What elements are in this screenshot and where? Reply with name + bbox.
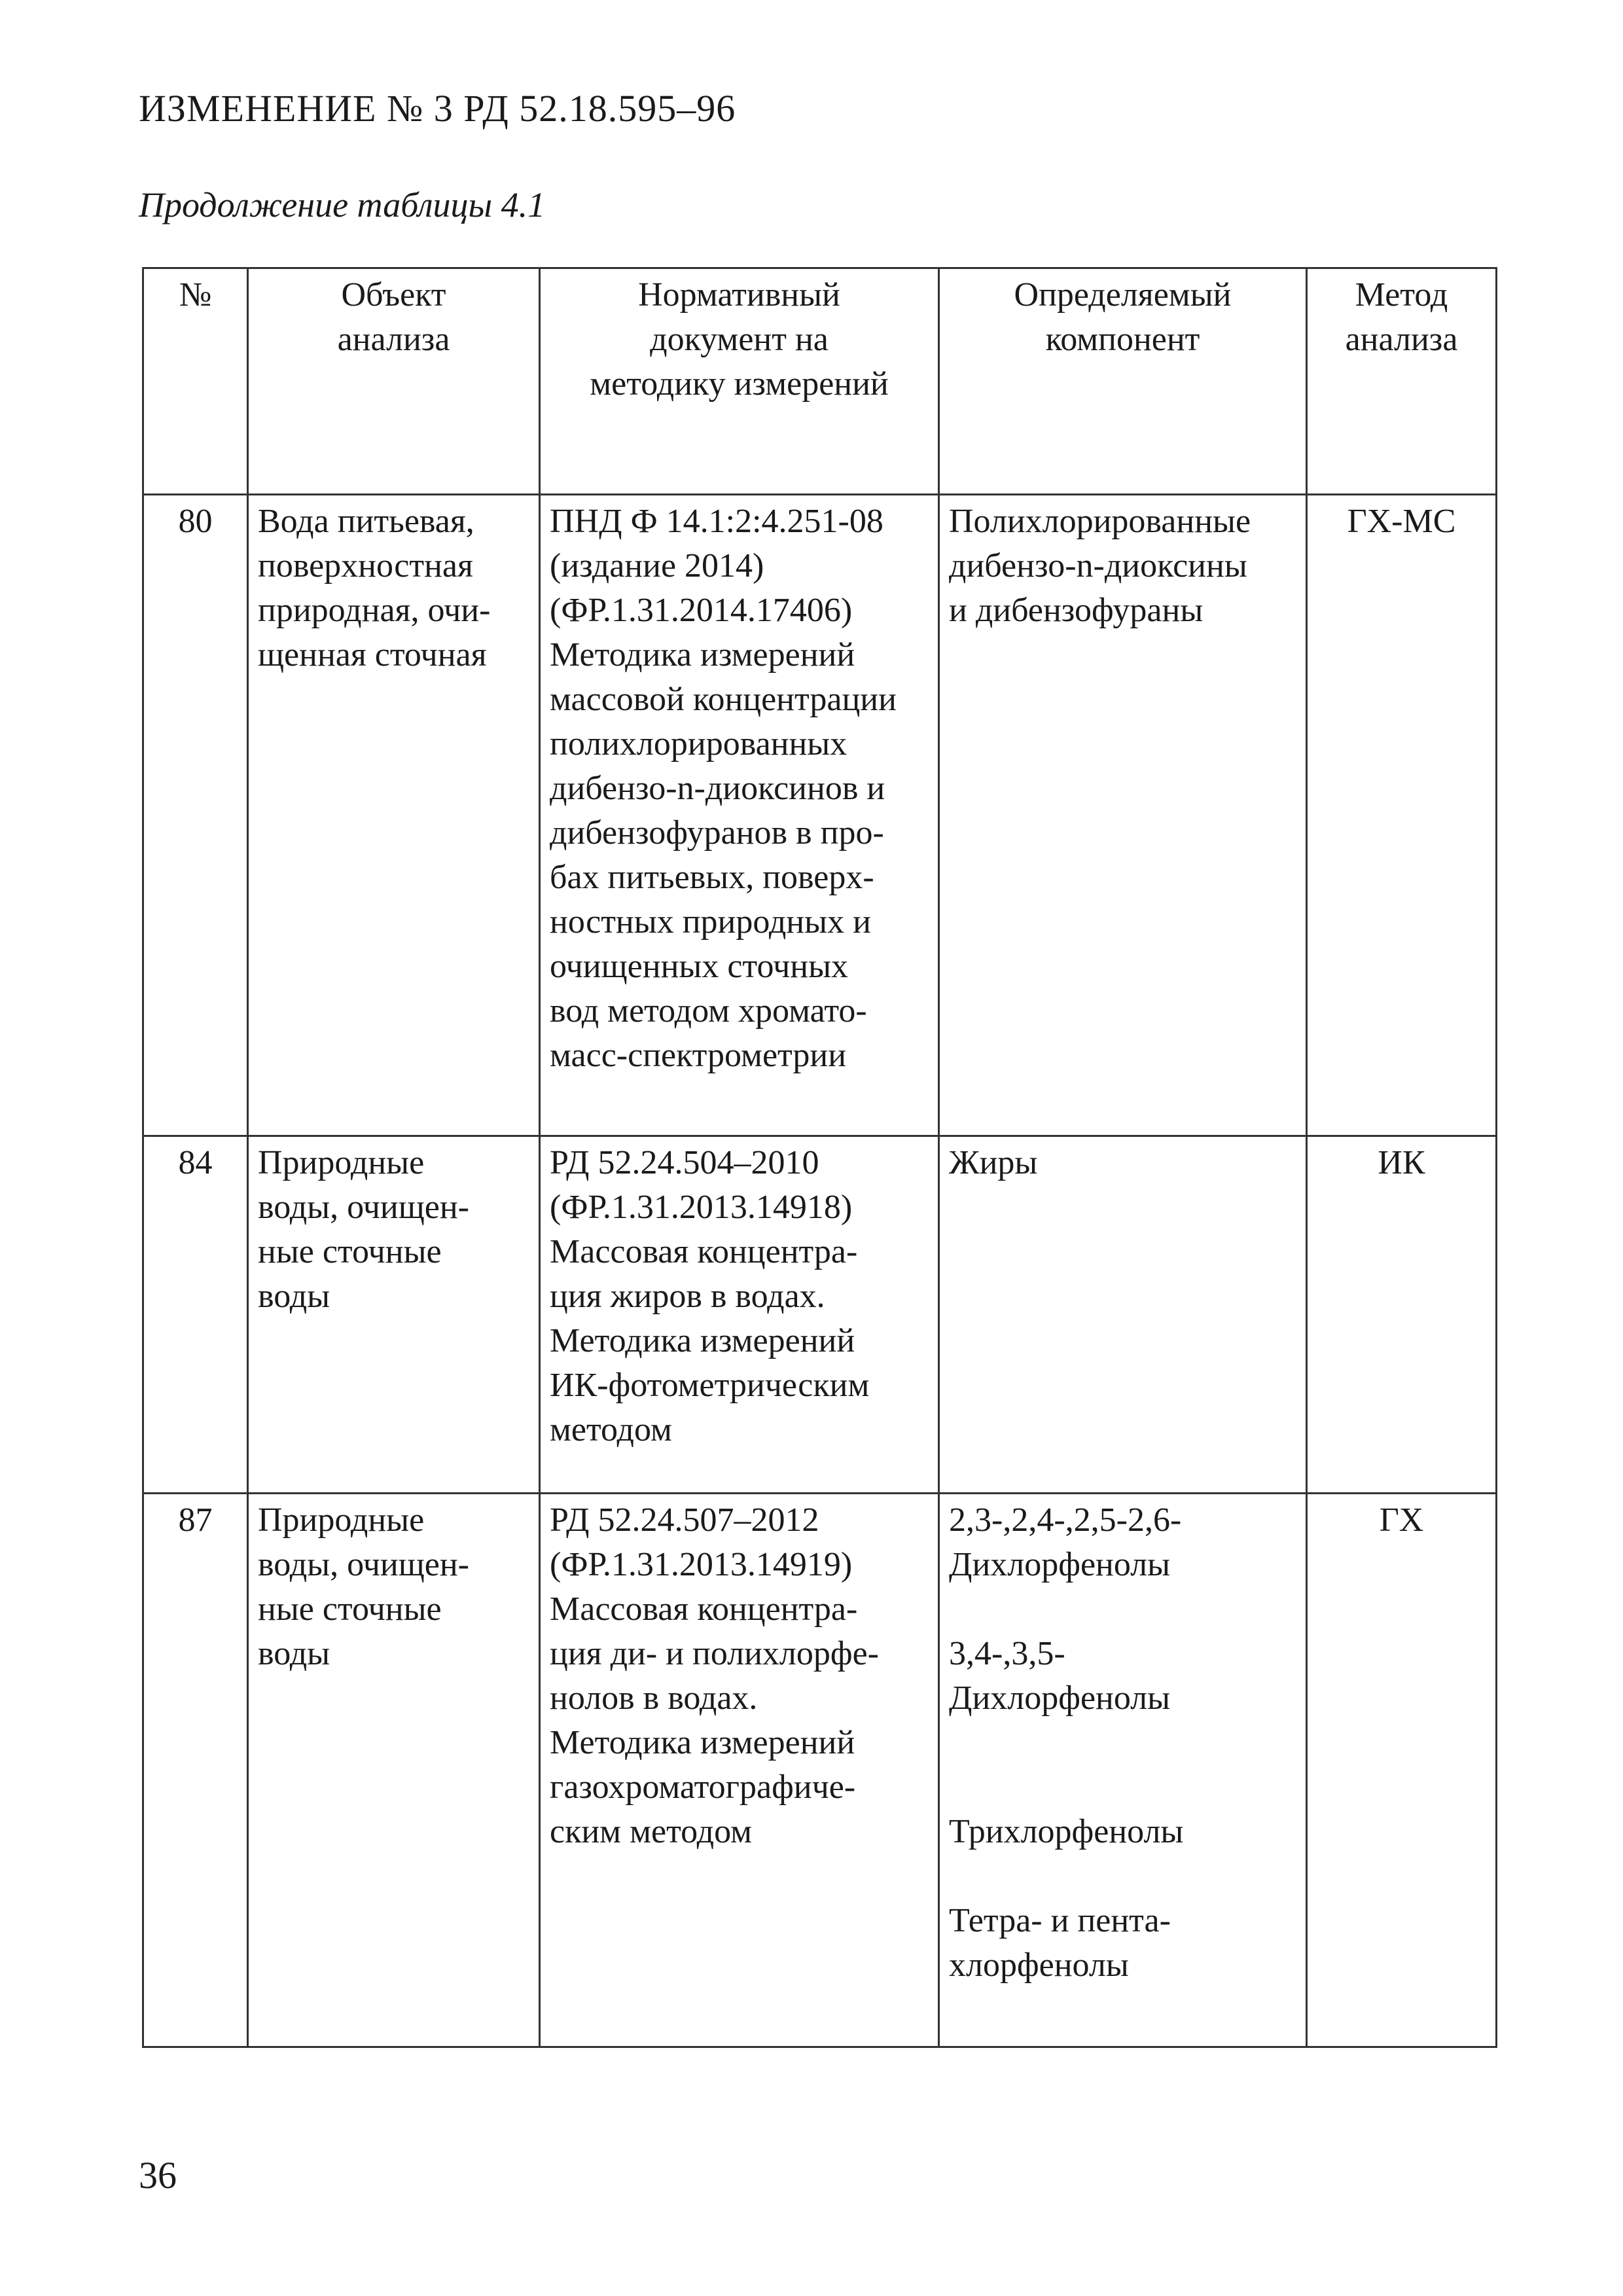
page-number: 36 xyxy=(139,2154,177,2197)
row-number: 87 xyxy=(143,1494,248,2047)
column-header-document: Нормативный документ на методику измерений xyxy=(540,268,939,495)
spacer xyxy=(949,1587,1296,1632)
column-header-component: Определяемый компонент xyxy=(939,268,1307,495)
analysis-object: Природные воды, очищен- ные сточные воды xyxy=(248,1494,540,2047)
table-row xyxy=(143,1136,1497,1494)
analysis-method: ГХ xyxy=(1307,1494,1497,2047)
normative-document: ПНД Ф 14.1:2:4.251-08 (издание 2014) (ФР.1.31.2014.17406) Методика измерений массовой концентрации полихлорированных дибензо-n-диоксинов и дибензофуранов в про- бах питьевых, поверх- ностных природных и очищенных сточных вод методом хромато- масс-спектрометрии xyxy=(540,495,939,1136)
normative-document: РД 52.24.507–2012 (ФР.1.31.2013.14919) Массовая концентра- ция ди- и полихлорфе- нолов в водах. Методика измерений газохроматографиче- ским методом xyxy=(540,1494,939,2047)
determined-component: 2,3-,2,4-,2,5-2,6- Дихлорфенолы 3,4-,3,5- Дихлорфенолы Трихлорфенолы Тетра- и пента- хлорфенолы xyxy=(939,1494,1307,2047)
spacer xyxy=(949,1721,1296,1765)
column-header-number: № xyxy=(143,268,248,495)
analysis-object: Вода питьевая, поверхностная природная, очи- щенная сточная xyxy=(248,495,540,1136)
spacer xyxy=(949,1765,1296,1810)
determined-component: Полихлорированные дибензо-n-диоксины и дибензофураны xyxy=(939,495,1307,1136)
analysis-method: ИК xyxy=(1307,1136,1497,1494)
normative-document: РД 52.24.504–2010 (ФР.1.31.2013.14918) Массовая концентра- ция жиров в водах. Методика измерений ИК-фотометрическим методом xyxy=(540,1136,939,1494)
table-caption: Продолжение таблицы 4.1 xyxy=(139,185,546,224)
analysis-object: Природные воды, очищен- ные сточные воды xyxy=(248,1136,540,1494)
row-number: 80 xyxy=(143,495,248,1136)
analysis-method: ГХ-МС xyxy=(1307,495,1497,1136)
column-header-method: Метод анализа xyxy=(1307,268,1497,495)
methods-table xyxy=(142,267,1497,2048)
table-row xyxy=(143,495,1497,1136)
table-header-row xyxy=(143,268,1497,495)
column-header-object: Объект анализа xyxy=(248,268,540,495)
row-number: 84 xyxy=(143,1136,248,1494)
table-row xyxy=(143,1494,1497,2047)
document-header: ИЗМЕНЕНИЕ № 3 РД 52.18.595–96 xyxy=(139,87,736,130)
determined-component: Жиры xyxy=(939,1136,1307,1494)
spacer xyxy=(949,1854,1296,1899)
